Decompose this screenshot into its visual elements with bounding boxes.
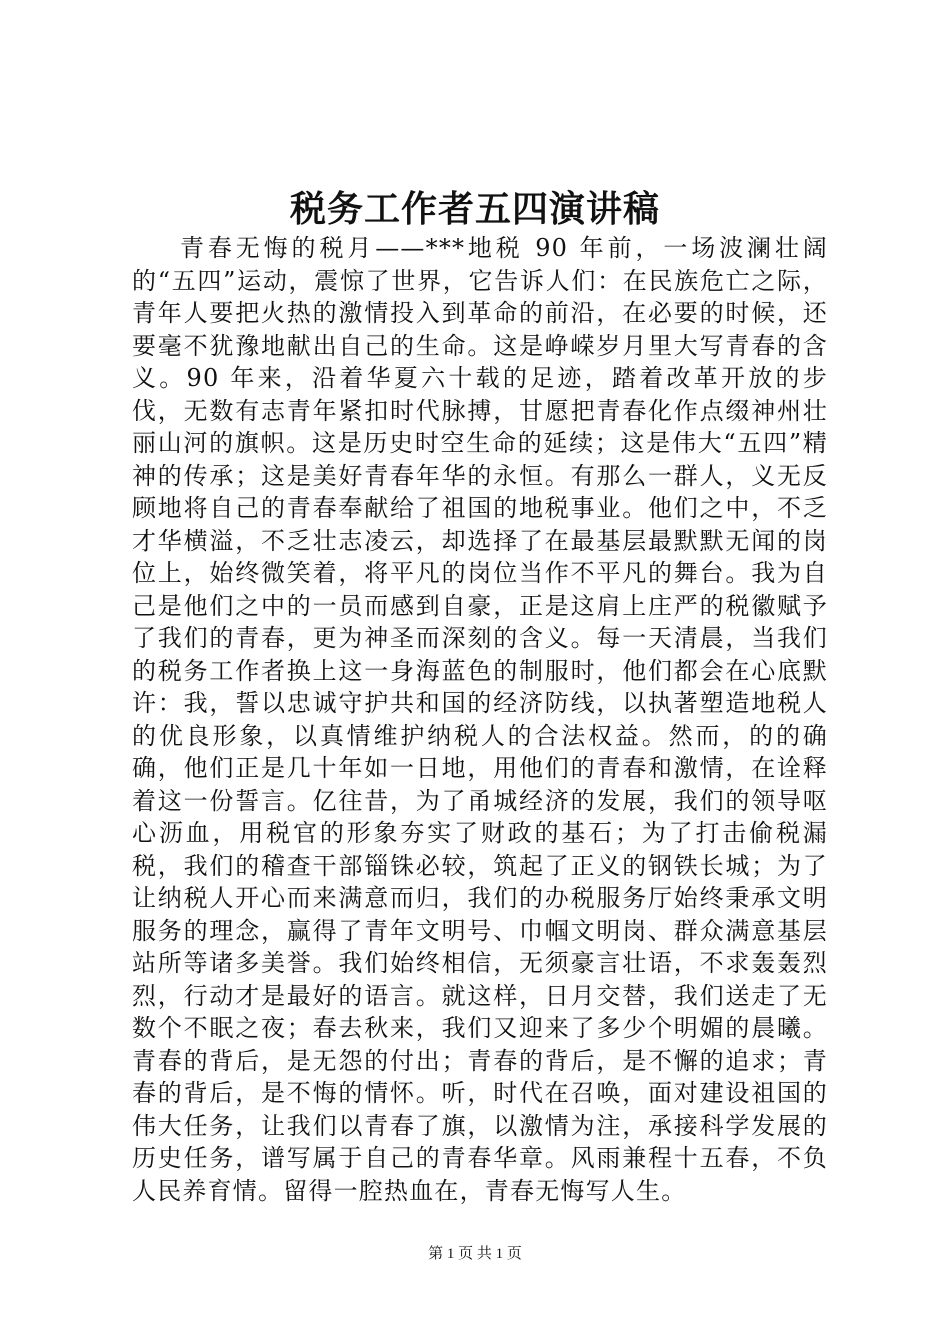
body-paragraph: 青春无悔的税月——***地税 90 年前，一场波澜壮阔的“五四”运动，震惊了世界，它告诉人们：在民族危亡之际，青年人要把火热的激情投入到革命的前沿，在必要的时候，还要毫不犹豫地献出自己的生命。这是峥嵘岁月里大写青春的含义。90 年来，沿着华夏六十载的足迹，踏着改革开放的步伐，无数有志青年紧扣时代脉搏，甘愿把青春化作点缀神州壮丽山河的旗帜。这是历史时空生命的延续；这是伟大“五四”精神的传承；这是美好青春年华的永恒。有那么一群人，义无反顾地将自己的青春奉献给了祖国的地税事业。他们之中，不乏才华横溢，不乏壮志凌云，却选择了在最基层最默默无闻的岗位上，始终微笑着，将平凡的岗位当作不平凡的舞台。我为自己是他们之中的一员而感到自豪，正是这肩上庄严的税徽赋予了我们的青春，更为神圣而深刻的含义。每一天清晨，当我们的税务工作者换上这一身海蓝色的制服时，他们都会在心底默许：我，誓以忠诚守护共和国的经济防线，以执著塑造地税人的优良形象，以真情维护纳税人的合法权益。然而，的的确确，他们正是几十年如一日地，用他们的青春和激情，在诠释着这一份誓言。亿往昔，为了甬城经济的发展，我们的领导呕心沥血，用税官的形象夯实了财政的基石；为了打击偷税漏税，我们的稽查干部锱铢必较，筑起了正义的钢铁长城；为了让纳税人开心而来满意而归，我们的办税服务厅始终秉承文明服务的理念，赢得了青年文明号、巾帼文明岗、群众满意基层站所等诸多美誉。我们始终相信，无须豪言壮语，不求轰轰烈烈，行动才是最好的语言。就这样，日月交替，我们送走了无数个不眠之夜；春去秋来，我们又迎来了多少个明媚的晨曦。青春的背后，是无怨的付出；青春的背后，是不懈的追求；青春的背后，是不悔的情怀。听，时代在召唤，面对建设祖国的伟大任务，让我们以青春了旗，以激情为注，承接科学发展的历史任务，谱写属于自己的青春华章。风雨兼程十五春，不负人民养育情。留得一腔热血在，青春无悔写人生。 (132, 234, 828, 1205)
document-title: 税务工作者五四演讲稿 (289, 188, 660, 230)
page-footer: 第 1 页 共 1 页 (428, 1246, 522, 1262)
